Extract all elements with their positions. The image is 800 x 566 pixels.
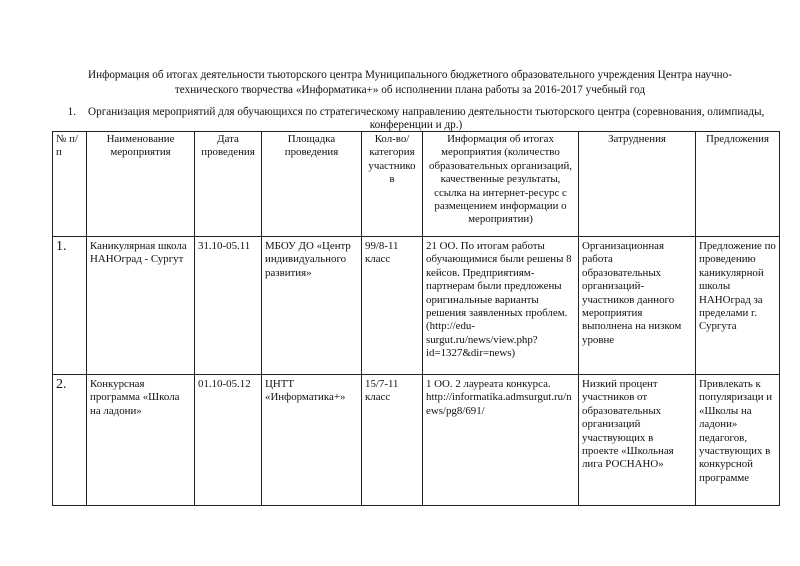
event-participants: 15/7-11 класс	[362, 375, 423, 506]
row-number: 2.	[53, 375, 87, 506]
event-results: 1 ОО. 2 лауреата конкурса. http://informatika.admsurgut.ru/news/pg8/691/	[423, 375, 579, 506]
header-participants: Кол-во/ категория участнико в	[362, 132, 423, 237]
row-number: 1.	[53, 237, 87, 375]
header-results: Информация об итогах мероприятия (количество образовательных организаций, качественные результаты, ссылка на интернет-ресурс с размещением информации о мероприятии)	[423, 132, 579, 237]
header-name: Наименование мероприятия	[87, 132, 195, 237]
event-date: 31.10-05.11	[195, 237, 262, 375]
event-venue: ЦНТТ «Информатика+»	[262, 375, 362, 506]
event-name: Каникулярная школа НАНОград - Сургут	[87, 237, 195, 375]
event-proposals: Привлекать к популяризаци и «Школы на ладони» педагогов, участвующих в конкурсной программе	[696, 375, 780, 506]
event-venue: МБОУ ДО «Центр индивидуального развития»	[262, 237, 362, 375]
events-table	[52, 131, 780, 506]
table-row	[53, 237, 780, 375]
event-participants: 99/8-11 класс	[362, 237, 423, 375]
header-difficulties: Затруднения	[579, 132, 696, 237]
header-venue: Площадка проведения	[262, 132, 362, 237]
event-results: 21 ОО. По итогам работы обучающимися были решены 8 кейсов. Предприятиям-партнерам были предложены оригинальные варианты решения заявленных проблем. (http://edu-surgut.ru/news/view.php?id=1327&dir=news)	[423, 237, 579, 375]
header-proposals: Предложения	[696, 132, 780, 237]
event-proposals: Предложение по проведению каникулярной школы НАНОград за пределами г. Сургута	[696, 237, 780, 375]
document-title: Информация об итогах деятельности тьюторского центра Муниципального бюджетного образовательного учреждения Центра научно-технического творчества «Информатика+» об исполнении плана работы за 2016-2017 учебный год	[88, 69, 732, 96]
event-difficulties: Низкий процент участников от образовательных организаций участвующих в проекте «Школьная лига РОСНАНО»	[579, 375, 696, 506]
table-header-row	[53, 132, 780, 237]
event-difficulties: Организационная работа образовательных организаций-участников данного мероприятия выполнена на низком уровне	[579, 237, 696, 375]
header-date: Дата проведения	[195, 132, 262, 237]
section-heading	[52, 106, 780, 132]
section-number: 1.	[67, 106, 77, 118]
event-date: 01.10-05.12	[195, 375, 262, 506]
header-number: № п/п	[53, 132, 87, 237]
section-text: Организация мероприятий для обучающихся по стратегическому направлению деятельности тьюторского центра (соревнования, олимпиады, конференции и др.)	[88, 106, 765, 131]
event-name: Конкурсная программа «Школа на ладони»	[87, 375, 195, 506]
table-row	[53, 375, 780, 506]
